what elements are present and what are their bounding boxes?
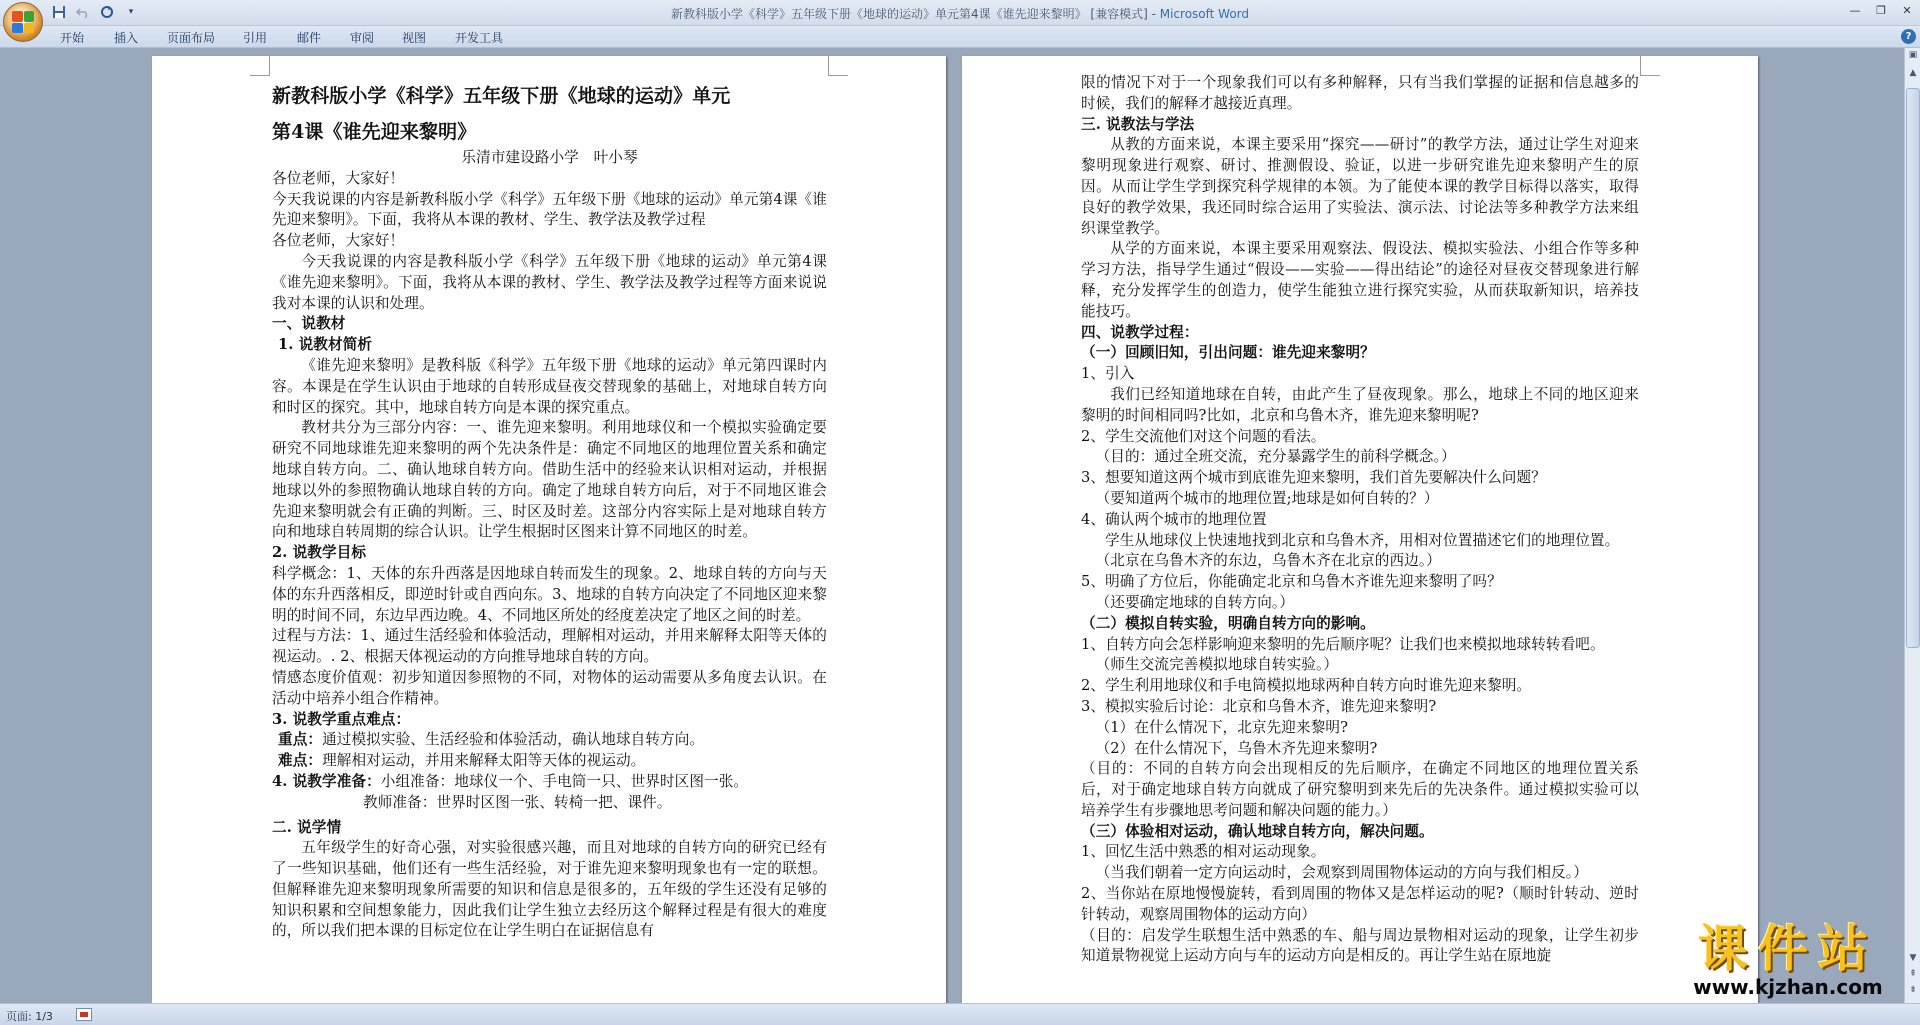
label-preparation: 4. 说教学准备： xyxy=(272,772,381,790)
watermark xyxy=(1668,922,1908,998)
subsection-heading: （一）回顾旧知，引出问题：谁先迎来黎明？ xyxy=(1081,344,1375,362)
margin-mark xyxy=(1640,56,1660,76)
status-bar xyxy=(0,1003,1920,1025)
scroll-thumb[interactable] xyxy=(1906,88,1920,648)
paragraph: 过程与方法：1、通过生活经验和体验活动，理解相对运动，并用来解释太阳等天体的视运动。. 2、根据天体视运动的方向推导地球自转的方向。 xyxy=(272,627,827,666)
group-preparation: 小组准备：地球仪一个、手电筒一只、世界时区图一张。 xyxy=(380,772,749,790)
paragraph: （师生交流完善模拟地球自转实验。） xyxy=(1095,656,1339,674)
tab-mailings[interactable]: 邮件 xyxy=(297,31,322,45)
paragraph xyxy=(272,751,827,772)
paragraph: 从学的方面来说，本课主要采用观察法、假设法、模拟实验法、小组合作等多种学习方法，指导学生通过“假设——实验——得出结论”的途径对昼夜交替现象进行解释，充分发挥学生的创造力，使学生能独立进行探究实验，从而获取新知识，培养技能技巧。 xyxy=(1081,240,1639,320)
paragraph: （2）在什么情况下，乌鲁木齐先迎来黎明? xyxy=(1095,739,1378,757)
minimize-icon[interactable]: — xyxy=(1849,3,1861,17)
paragraph: 各位老师，大家好！ xyxy=(272,232,405,250)
doc-title: 新教科版小学《科学》五年级下册《地球的运动》单元 xyxy=(272,85,731,107)
tab-insert[interactable]: 插入 xyxy=(114,31,139,45)
watermark-logo-text: 课件站 xyxy=(1698,920,1878,978)
paragraph: 限的情况下对于一个现象我们可以有多种解释，只有当我们掌握的证据和信息越多的时候，我们的解释才越接近真理。 xyxy=(1081,74,1639,112)
paragraph: 科学概念：1、天体的东升西落是因地球自转而发生的现象。2、地球自转的方向与天体的东升西落相反，即逆时针或自西向东。3、地球的自转方向决定了不同地区迎来黎明的时间不同，东边早西边晚。4、不同地区所处的经度差决定了地区之间的时差。 xyxy=(272,564,827,624)
paragraph: 从教的方面来说，本课主要采用“探究——研讨”的教学方法，通过让学生对迎来黎明现象进行观察、研讨、推测假设、验证，以进一步研究谁先迎来黎明产生的原因。从而让学生学到探究科学规律的本领。为了能使本课的教学目标得以落实，取得良好的教学效果，我还同时综合运用了实验法、演示法、讨论法等多种教学方法来组织课堂教学。 xyxy=(1081,136,1639,237)
tab-references[interactable]: 引用 xyxy=(243,31,268,45)
paragraph: （要知道两个城市的地理位置;地球是如何自转的？） xyxy=(1095,489,1439,507)
paragraph: 《谁先迎来黎明》是教科版《科学》五年级下册《地球的运动》单元第四课时内容。本课是在学生认识由于地球的自转形成昼夜交替现象的基础上，对地球自转方向和时区的探究。其中，地球自转方向是本课的探究重点。 xyxy=(272,356,827,416)
paragraph: （还要确定地球的自转方向。） xyxy=(1095,593,1295,611)
app-name: Microsoft Word xyxy=(1159,7,1250,21)
paragraph: 各位老师，大家好！ xyxy=(272,169,405,187)
label-key-point: 重点： xyxy=(278,731,323,749)
margin-mark xyxy=(250,56,270,76)
paragraph: 2、当你站在原地慢慢旋转，看到周围的物体又是怎样运动的呢?（顺时针转动、逆时针转动，观察周围物体的运动方向） xyxy=(1081,885,1639,923)
key-point-text: 通过模拟实验、生活经验和体验活动，确认地球自转方向。 xyxy=(322,731,705,749)
paragraph: 3、模拟实验后讨论：北京和乌鲁木齐，谁先迎来黎明? xyxy=(1081,697,1437,715)
paragraph: （目的：不同的自转方向会出现相反的先后顺序，在确定不同地区的地理位置关系后，对于确定地球自转方向就成了研究黎明到来先后的先决条件。通过模拟实验可以培养学生有步骤地思考问题和解决问题的能力。） xyxy=(1081,760,1639,819)
window-controls xyxy=(1842,0,1920,20)
title-bar xyxy=(0,0,1920,26)
maximize-icon[interactable]: ❐ xyxy=(1876,3,1886,17)
tab-review[interactable]: 审阅 xyxy=(350,31,375,45)
page-1 xyxy=(152,56,946,1003)
paragraph: 5、明确了方位后，你能确定北京和乌鲁木齐谁先迎来黎明了吗？ xyxy=(1081,573,1502,591)
document-area xyxy=(0,48,1904,1003)
paragraph: 五年级学生的好奇心强，对实验很感兴趣，而且对地球的自转方向的研究已经有了一些知识基础，他们还有一些生活经验，对于谁先迎来黎明现象也有一定的联想。但解释谁先迎来黎明现象所需要的知识和信息是很多的，五年级的学生还没有足够的知识积累和空间想象能力，因此我们让学生独立去经历这个解释过程是有很大的难度的，所以我们把本课的目标定位在让学生明白在证据信息有 xyxy=(272,839,827,940)
paragraph: （北京在乌鲁木齐的东边，乌鲁木齐在北京的西边。） xyxy=(1095,552,1441,570)
next-page-icon[interactable]: ⇟ xyxy=(1909,985,1917,995)
paragraph: 今天我说课的内容是教科版小学《科学》五年级下册《地球的运动》单元第4课《谁先迎来黎明》。下面，我将从本课的教材、学生、教学法及教学过程等方面来说说我对本课的认识和处理。 xyxy=(272,252,827,312)
previous-page-icon[interactable]: ⇞ xyxy=(1909,969,1917,979)
paragraph: 1、自转方向会怎样影响迎来黎明的先后顺序呢？让我们也来模拟地球转转看吧。 xyxy=(1081,635,1605,653)
paragraph: 4、确认两个城市的地理位置 xyxy=(1081,510,1267,528)
help-icon[interactable]: ? xyxy=(1901,29,1916,44)
doc-subtitle: 第4课《谁先迎来黎明》 xyxy=(272,121,477,143)
section-heading: 四、说教学过程： xyxy=(1081,323,1199,341)
page-2-text[interactable] xyxy=(1081,73,1639,967)
paragraph: 今天我说课的内容是新教科版小学《科学》五年级下册《地球的运动》单元第4课《谁先迎来黎明》。下面，我将从本课的教材、学生、教学法及教学过程 xyxy=(272,190,827,229)
office-logo-icon xyxy=(12,11,34,33)
page-counter[interactable]: 页面: 1/3 xyxy=(6,1010,53,1023)
vertical-scrollbar[interactable] xyxy=(1904,48,1920,1003)
tab-page-layout[interactable]: 页面布局 xyxy=(167,31,216,45)
paragraph: 教师准备：世界时区图一张、转椅一把、课件。 xyxy=(363,793,672,811)
scroll-down-icon[interactable]: ▼ xyxy=(1909,953,1917,963)
subsection-heading: 1. 说教材简析 xyxy=(278,336,373,354)
office-button[interactable] xyxy=(3,2,43,42)
paragraph xyxy=(272,772,827,793)
margin-mark xyxy=(828,56,848,76)
ruler-toggle-icon[interactable]: ▣ xyxy=(1908,50,1918,60)
page-2 xyxy=(962,56,1758,1003)
watermark-url: www.kjzhan.com xyxy=(1693,975,1883,999)
paragraph: 2、学生交流他们对这个问题的看法。 xyxy=(1081,427,1326,445)
paragraph: 我们已经知道地球在自转，由此产生了昼夜现象。那么，地球上不同的地区迎来黎明的时间相同吗?比如，北京和乌鲁木齐，谁先迎来黎明呢? xyxy=(1081,385,1639,424)
proofing-icon[interactable] xyxy=(76,1008,92,1021)
paragraph: （1）在什么情况下，北京先迎来黎明? xyxy=(1095,718,1349,736)
subsection-heading: （二）模拟自转实验，明确自转方向的影响。 xyxy=(1081,614,1375,632)
tab-view[interactable]: 视图 xyxy=(402,31,427,45)
scroll-up-icon[interactable]: ▲ xyxy=(1909,68,1917,78)
paragraph xyxy=(272,730,827,751)
paragraph: （目的：启发学生联想生活中熟悉的车、船与周边景物相对运动的现象，让学生初步知道景物视觉上运动方向与车的运动方向是相反的。再让学生站在原地旋 xyxy=(1081,926,1639,965)
ribbon-tabs xyxy=(0,26,1920,48)
difficulty-text: 理解相对运动，并用来解释太阳等天体的视运动。 xyxy=(322,752,646,770)
paragraph: 学生从地球仪上快速地找到北京和乌鲁木齐，用相对位置描述它们的地理位置。 xyxy=(1105,531,1620,549)
customize-toolbar-icon[interactable]: ▾ xyxy=(128,7,134,17)
window-title xyxy=(0,5,1920,22)
doc-author: 乐清市建设路小学 叶小琴 xyxy=(461,149,638,166)
section-heading: 三. 说教法与学法 xyxy=(1081,115,1195,133)
section-heading: 二. 说学情 xyxy=(272,818,342,836)
subsection-heading: 3. 说教学重点难点： xyxy=(272,710,411,728)
document-title: 新教科版小学《科学》五年级下册《地球的运动》单元第4课《谁先迎来黎明》 [兼容模式] - xyxy=(670,7,1160,21)
tab-home[interactable]: 开始 xyxy=(60,31,85,45)
tab-developer[interactable]: 开发工具 xyxy=(455,31,504,45)
paragraph: 情感态度价值观：初步知道因参照物的不同，对物体的运动需要从多角度去认识。在活动中培养小组合作精神。 xyxy=(272,668,827,707)
close-icon[interactable]: ✕ xyxy=(1902,3,1912,17)
paragraph: （目的：通过全班交流，充分暴露学生的前科学概念。） xyxy=(1095,448,1456,466)
paragraph: 1、回忆生活中熟悉的相对运动现象。 xyxy=(1081,843,1326,861)
section-heading: 一、说教材 xyxy=(272,315,346,333)
paragraph: 2、学生利用地球仪和手电筒模拟地球两种自转方向时谁先迎来黎明。 xyxy=(1081,677,1532,695)
paragraph: 教材共分为三部分内容：一、谁先迎来黎明。利用地球仪和一个模拟实验确定要研究不同地球谁先迎来黎明的两个先决条件是：确定不同地区的地理位置关系和确定地球自转方向。二、确认地球自转方向。借助生活中的经验来认识相对运动，并根据地球以外的参照物确认地球自转的方向。确定了地球自转方向后，对于不同地区谁会先迎来黎明就会有正确的判断。三、时区及时差。这部分内容实际上是对地球自转方向和地球自转周期的综合认识。让学生根据时区图来计算不同地区的时差。 xyxy=(272,419,827,541)
label-difficulty: 难点： xyxy=(278,752,323,770)
paragraph: （当我们朝着一定方向运动时，会观察到周围物体运动的方向与我们相反。） xyxy=(1095,864,1588,882)
page-1-text[interactable] xyxy=(272,76,827,942)
subsection-heading: 2. 说教学目标 xyxy=(272,544,367,562)
paragraph: 1、引入 xyxy=(1081,365,1135,383)
paragraph: 3、想要知道这两个城市到底谁先迎来黎明，我们首先要解决什么问题？ xyxy=(1081,469,1546,487)
subsection-heading: （三）体验相对运动，确认地球自转方向，解决问题。 xyxy=(1081,822,1434,840)
